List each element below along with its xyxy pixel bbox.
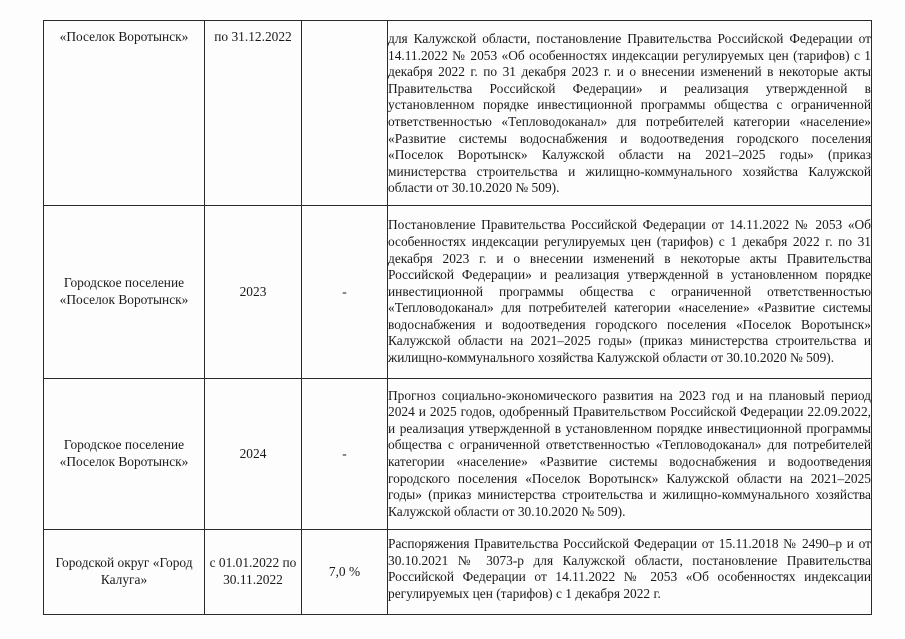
table-row bbox=[44, 379, 872, 530]
territory-name: Городской округ «Город Калуга» bbox=[55, 555, 193, 587]
territory-cell bbox=[44, 379, 205, 530]
tariff-table bbox=[43, 20, 872, 615]
period-cell bbox=[205, 530, 302, 615]
table-row bbox=[44, 530, 872, 615]
territory-cell bbox=[44, 21, 205, 206]
period-text: 2023 bbox=[239, 283, 267, 299]
rate-text: - bbox=[342, 283, 347, 299]
territory-name: «Поселок Воротынск» bbox=[59, 29, 189, 44]
territory-cell bbox=[44, 530, 205, 615]
table-row bbox=[44, 21, 872, 206]
basis-cell bbox=[388, 206, 872, 379]
period-text: с 01.01.2022 по 30.11.2022 bbox=[209, 555, 297, 587]
period-text: по 31.12.2022 bbox=[214, 29, 292, 44]
basis-cell bbox=[388, 21, 872, 206]
period-cell bbox=[205, 21, 302, 206]
period-text: 2024 bbox=[239, 445, 267, 461]
table-row bbox=[44, 206, 872, 379]
basis-cell bbox=[388, 530, 872, 615]
territory-name: Городское поселение «Поселок Воротынск» bbox=[59, 275, 189, 307]
rate-text: - bbox=[342, 445, 347, 461]
rate-cell bbox=[302, 21, 388, 206]
territory-cell bbox=[44, 206, 205, 379]
rate-cell bbox=[302, 530, 388, 615]
rate-cell bbox=[302, 206, 388, 379]
rate-text: 7,0 % bbox=[328, 563, 361, 579]
rate-cell bbox=[302, 379, 388, 530]
territory-name: Городское поселение «Поселок Воротынск» bbox=[59, 437, 189, 469]
period-cell bbox=[205, 379, 302, 530]
basis-cell bbox=[388, 379, 872, 530]
period-cell bbox=[205, 206, 302, 379]
basis-text: для Калужской области, постановление Правительства Российской Федерации от 14.11.2022 № 2053 «Об особенностях индексации регулируемых цен (тарифов) с 1 декабря 2022 г. по 31 декабря 2023 г. и о внесении изменений в некоторые акты Правительства Российской Федерации» и реализация утвержденной в установленном порядке инвестиционной программы общества с ограниченной ответственностью «Тепловодоканал» для потребителей категории «население» «Развитие системы водоснабжения и водоотведения городского поселения «Поселок Воротынск» Калужской области на 2021–2025 годы» (приказ министерства строительства и жилищно-коммунального хозяйства Калужской области от 30.10.2020 № 509). bbox=[388, 31, 871, 196]
basis-text: Прогноз социально-экономического развития на 2023 год и на плановый период 2024 и 2025 годов, одобренный Правительством Российской Федерации 22.09.2022, и реализация утвержденной в установленном порядке инвестиционной программы общества с ограниченной ответственностью «Тепловодоканал» для потребителей категории «население» «Развитие системы водоснабжения и водоотведения городского поселения «Поселок Воротынск» Калужской области на 2021–2025 годы» (приказ министерства строительства и жилищно-коммунального хозяйства Калужской области от 30.10.2020 № 509). bbox=[388, 387, 871, 519]
basis-text: Распоряжения Правительства Российской Федерации от 15.11.2018 № 2490–р и от 30.10.2021 № 3073-р для Калужской области, постановление Правительства Российской Федерации от 14.11.2022 № 2053 «Об особенностях индексации регулируемых цен (тарифов) с 1 декабря 2022 г. bbox=[388, 536, 871, 601]
basis-text: Постановление Правительства Российской Федерации от 14.11.2022 № 2053 «Об особенностях индексации регулируемых цен (тарифов) с 1 декабря 2022 г. по 31 декабря 2023 г. и о внесении изменений в некоторые акты Правительства Российской Федерации» и реализация утвержденной в установленном порядке инвестиционной программы общества с ограниченной ответственностью «Тепловодоканал» для потребителей категории «население» «Развитие системы водоснабжения и водоотведения городского поселения «Поселок Воротынск» Калужской области на 2021–2025 годы» (приказ министерства строительства и жилищно-коммунального хозяйства Калужской области от 30.10.2020 № 509). bbox=[388, 217, 871, 366]
